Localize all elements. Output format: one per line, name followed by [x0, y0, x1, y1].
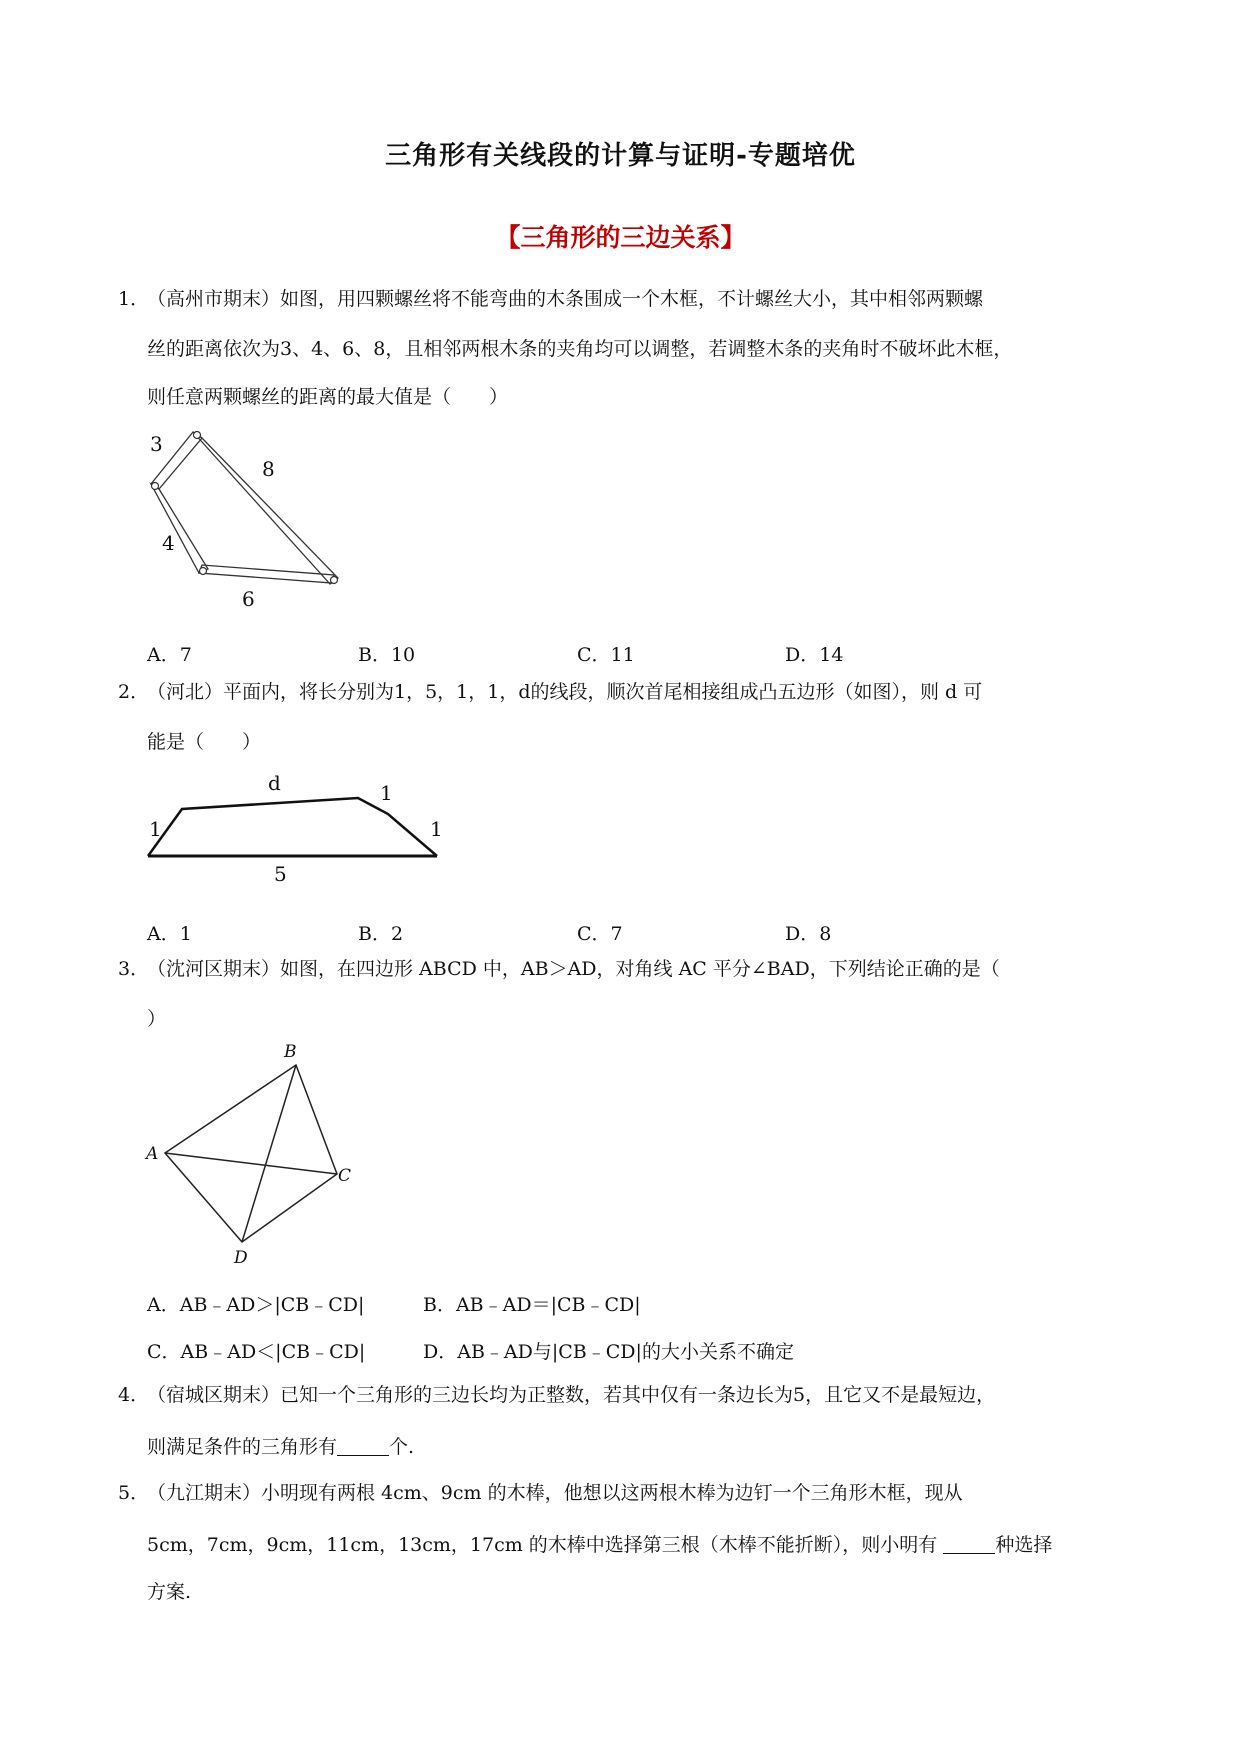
- q2-line1: （河北）平面内，将长分别为1，5，1，1，d的线段，顺次首尾相接组成凸五边形（如图），则 d 可: [147, 681, 983, 703]
- q5-number: 5．: [118, 1482, 150, 1504]
- page-title: 三角形有关线段的计算与证明-专题培优: [385, 141, 856, 171]
- q1-screw: [200, 568, 207, 575]
- q1-line2: 丝的距离依次为3、4、6、8，且相邻两根木条的夹角均可以调整，若调整木条的夹角时不破坏此木框，: [147, 338, 1013, 360]
- q5-line2-end: 种选择: [995, 1534, 1053, 1556]
- q1-screw: [152, 483, 159, 490]
- q2-option-b[interactable]: B．2: [358, 923, 404, 945]
- q3-number: 3．: [118, 958, 150, 980]
- q4-line1: （宿城区期末）已知一个三角形的三边长均为正整数，若其中仅有一条边长为5，且它又不是最短边，: [147, 1384, 996, 1406]
- q3-label-b: B: [284, 1042, 297, 1062]
- q2-label-5: 5: [274, 862, 287, 886]
- q3-option-c[interactable]: C．AB﹣AD＜|CB﹣CD|: [147, 1341, 366, 1363]
- q2-label-d: d: [268, 771, 281, 795]
- q1-line1: （高州市期末）如图，用四颗螺丝将不能弯曲的木条围成一个木框，不计螺丝大小，其中相邻两颗螺: [147, 288, 984, 310]
- q4-answer-blank[interactable]: [337, 1436, 389, 1456]
- q2-option-c[interactable]: C．7: [577, 923, 623, 945]
- q4-line2-start: 则满足条件的三角形有: [147, 1436, 338, 1458]
- q1-label-4: 4: [162, 531, 175, 555]
- q3-quadrilateral-figure: [140, 1035, 370, 1270]
- q1-screw: [194, 432, 201, 439]
- q1-label-6: 6: [242, 587, 255, 610]
- q2-pentagon-top: [148, 798, 437, 856]
- q5-line2-start: 5cm，7cm，9cm，11cm，13cm，17cm 的木棒中选择第三根（木棒不能折断），则小明有: [147, 1534, 944, 1556]
- q3-line1: （沈河区期末）如图，在四边形 ABCD 中，AB＞AD，对角线 AC 平分∠BAD，下列结论正确的是（: [147, 958, 1000, 980]
- q4-number: 4．: [118, 1384, 150, 1406]
- q3-diagonal-ac: [165, 1153, 337, 1174]
- section-heading: 【三角形的三边关系】: [495, 223, 746, 252]
- q1-option-d[interactable]: D．14: [785, 644, 844, 666]
- q1-option-b[interactable]: B．10: [358, 644, 416, 666]
- q3-option-d[interactable]: D．AB﹣AD与|CB﹣CD|的大小关系不确定: [423, 1341, 794, 1363]
- q4-line2: [147, 1436, 414, 1457]
- q5-line1: （九江期末）小明现有两根 4cm、9cm 的木棒，他想以这两根木棒为边钉一个三角形木框，现从: [147, 1482, 963, 1504]
- q1-wooden-frame-figure: [140, 420, 360, 610]
- q3-diagonal-bd: [242, 1065, 296, 1242]
- q1-number: 1．: [118, 288, 150, 310]
- q3-label-d: D: [234, 1248, 248, 1268]
- q3-option-b[interactable]: B．AB﹣AD＝|CB﹣CD|: [423, 1294, 641, 1316]
- q5-line2: [147, 1534, 1052, 1555]
- q1-label-3: 3: [150, 432, 163, 456]
- q1-bar-6: [199, 565, 334, 583]
- q2-line2: 能是（ ）: [147, 731, 262, 753]
- q3-label-c: C: [338, 1166, 352, 1186]
- q3-line2: ）: [147, 1008, 167, 1030]
- q1-option-c[interactable]: C．11: [577, 644, 635, 666]
- q4-line2-end: 个.: [389, 1436, 415, 1458]
- q2-option-a[interactable]: A．1: [147, 923, 192, 945]
- q5-line3: 方案.: [147, 1581, 192, 1603]
- q2-number: 2．: [118, 681, 150, 703]
- q3-quadrilateral: [165, 1065, 337, 1242]
- q2-label-1-right: 1: [430, 817, 443, 841]
- q1-line3: 则任意两颗螺丝的距离的最大值是（ ）: [147, 386, 509, 408]
- q1-bar-4: [151, 484, 208, 573]
- q3-label-a: A: [146, 1144, 159, 1164]
- q3-option-a[interactable]: A．AB﹣AD＞|CB﹣CD|: [147, 1294, 365, 1316]
- q2-pentagon-figure: [140, 760, 450, 890]
- q1-bar-8: [193, 432, 338, 584]
- q2-option-d[interactable]: D．8: [785, 923, 832, 945]
- q1-option-a[interactable]: A．7: [147, 644, 192, 666]
- q5-answer-blank[interactable]: [943, 1534, 995, 1554]
- q1-screw: [331, 577, 338, 584]
- q2-label-1-left: 1: [149, 817, 162, 841]
- q1-label-8: 8: [262, 457, 275, 481]
- q2-label-1-top: 1: [380, 781, 393, 805]
